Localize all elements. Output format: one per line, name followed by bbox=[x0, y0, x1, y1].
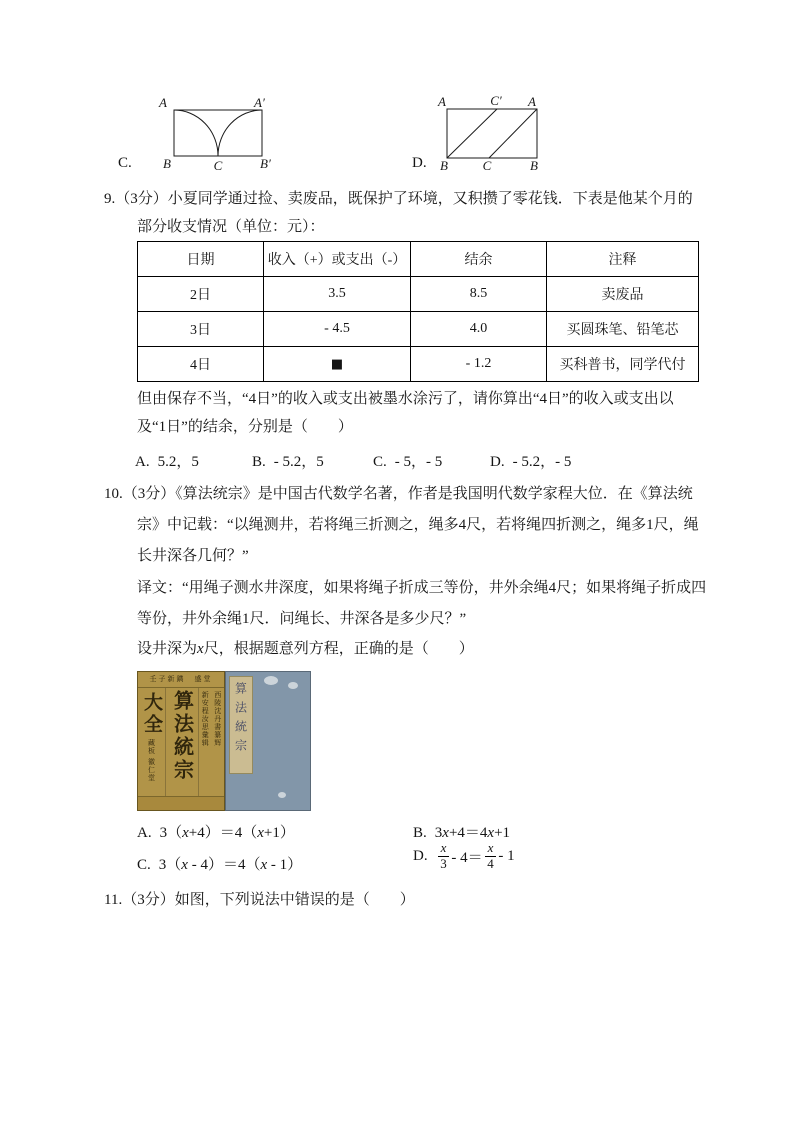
equation-segment: +1） bbox=[263, 825, 295, 841]
q9-option-b-text: - 5.2，5 bbox=[273, 454, 324, 470]
variable-x: x bbox=[181, 857, 188, 873]
cover-credit-1: 新安程汝思彙辑 bbox=[201, 691, 210, 747]
cover-title-column bbox=[166, 688, 199, 796]
vertex-label-c: C bbox=[213, 158, 223, 173]
variable-x: x bbox=[260, 857, 268, 873]
cover-title-text: 算法統宗 bbox=[170, 690, 193, 782]
cover-left-column bbox=[138, 688, 166, 796]
cover-cangban-text: 藏板 bbox=[147, 739, 156, 755]
cover-top-band: 壬子新鐫 盛堂 bbox=[138, 672, 224, 688]
q10-option-b bbox=[413, 821, 510, 842]
cover-wear-spot bbox=[288, 682, 298, 689]
equation-segment: +1 bbox=[494, 825, 511, 841]
fraction-x-over-3 bbox=[438, 841, 450, 872]
variable-x: x bbox=[487, 825, 495, 841]
cover-bottom-band bbox=[138, 796, 224, 811]
q9-option-d-text: - 5.2，- 5 bbox=[512, 454, 572, 470]
fraction-numerator: x bbox=[485, 841, 497, 857]
cell-balance: 8.5 bbox=[411, 277, 547, 312]
fraction-x-over-4 bbox=[485, 841, 497, 872]
cover-title-label bbox=[229, 676, 253, 774]
variable-x: x bbox=[197, 641, 204, 657]
cover-daquan-text: 大全 bbox=[141, 692, 162, 736]
equation-segment: 3 bbox=[434, 825, 443, 841]
equation-segment: +4）＝4（ bbox=[188, 825, 258, 841]
cell-note: 买圆珠笔、铅笔芯 bbox=[547, 312, 699, 347]
question-10-line-2: 宗》中记载：“以绳测井，若将绳三折测之，绳多4尺，若将绳四折测之，绳多1尺，绳 bbox=[137, 517, 699, 533]
header-balance: 结余 bbox=[411, 242, 547, 277]
question-10-setup-line bbox=[137, 640, 474, 658]
vertex-label-a: A bbox=[159, 95, 167, 110]
option-c-letter: C. bbox=[118, 155, 132, 171]
question-10-translation-1: 译文：“用绳子测水井深度，如果将绳子折成三等份，井外余绳4尺；如果将绳子折成四 bbox=[137, 580, 707, 596]
book-cover-left bbox=[137, 671, 225, 811]
q9-option-a bbox=[135, 450, 199, 471]
q9-option-c-text: - 5，- 5 bbox=[394, 454, 443, 470]
table-row bbox=[138, 277, 699, 312]
arc-left bbox=[174, 110, 218, 156]
question-9-line-2: 部分收支情况（单位：元）： bbox=[137, 219, 325, 235]
option-d-letter: D. bbox=[412, 155, 427, 171]
cover-credits-column bbox=[199, 688, 224, 796]
q9-option-a-letter: A. bbox=[135, 454, 150, 470]
header-note: 注释 bbox=[547, 242, 699, 277]
setup-pre: 设井深为 bbox=[137, 641, 198, 657]
rectangle-outline bbox=[447, 109, 537, 158]
income-expense-table bbox=[137, 241, 699, 382]
table-row bbox=[138, 347, 699, 382]
variable-x: x bbox=[257, 825, 264, 841]
q10-option-d bbox=[413, 841, 515, 872]
cell-date: 2日 bbox=[138, 277, 264, 312]
variable-x: x bbox=[182, 825, 189, 841]
equation-segment: +4＝4 bbox=[448, 825, 488, 841]
vertex-label-b: B bbox=[163, 156, 171, 171]
cell-date: 4日 bbox=[138, 347, 264, 382]
question-9-line-1: 9.（3分）小夏同学通过捡、卖废品，既保护了环境，又积攒了零花钱．下表是他某个月的 bbox=[104, 191, 693, 207]
equation-segment: 3（ bbox=[159, 825, 183, 841]
vertex-label-a-prime: A′ bbox=[254, 95, 265, 110]
question-10-translation-2: 等份，井外余绳1尺．问绳长、井深各是多少尺？” bbox=[137, 611, 467, 627]
header-date: 日期 bbox=[138, 242, 264, 277]
cover-huirentang-text: 徽仁堂 bbox=[147, 758, 156, 782]
book-cover-right bbox=[225, 671, 311, 811]
q10-option-a-letter: A. bbox=[137, 825, 152, 841]
vertex-label-b-right: B bbox=[530, 158, 538, 173]
cell-date: 3日 bbox=[138, 312, 264, 347]
question-10-line-3: 长井深各几何？” bbox=[137, 548, 249, 564]
cover-credit-2: 西陵沈丹書纂辉 bbox=[213, 691, 222, 747]
question-10-line-1: 10.（3分）《算法统宗》是中国古代数学名著，作者是我国明代数学家程大位．在《算法统 bbox=[104, 486, 693, 502]
q10-option-b-letter: B. bbox=[413, 825, 427, 841]
cell-balance: - 1.2 bbox=[411, 347, 547, 382]
question-9-line-3: 但由保存不当，“4日”的收入或支出被墨水涂污了，请你算出“4日”的收入或支出以 bbox=[137, 391, 674, 407]
vertex-label-c: C bbox=[482, 158, 492, 173]
q9-option-b-letter: B. bbox=[252, 454, 266, 470]
cell-note: 卖废品 bbox=[547, 277, 699, 312]
cell-balance: 4.0 bbox=[411, 312, 547, 347]
q10-option-c-letter: C. bbox=[137, 857, 151, 873]
diagonal-line-right bbox=[489, 109, 537, 158]
q10-option-d-letter: D. bbox=[413, 847, 428, 864]
cover-wear-spot bbox=[264, 676, 278, 685]
fraction-denominator: 3 bbox=[440, 855, 447, 871]
equation-segment: - 1） bbox=[267, 857, 303, 873]
vertex-label-b-left: B bbox=[440, 158, 448, 173]
variable-x: x bbox=[442, 825, 449, 841]
fraction-denominator: 4 bbox=[487, 855, 494, 871]
q9-option-d bbox=[490, 450, 571, 471]
fraction-numerator: x bbox=[438, 841, 450, 857]
q9-option-c bbox=[373, 450, 442, 471]
equation-segment: 3（ bbox=[158, 857, 182, 873]
vertex-label-c-prime: C′ bbox=[490, 93, 502, 108]
q9-option-c-letter: C. bbox=[373, 454, 387, 470]
arc-right bbox=[218, 110, 262, 156]
cover-label-text: 算法統宗 bbox=[233, 682, 248, 758]
header-income-expense: 收入（+）或支出（-） bbox=[264, 242, 411, 277]
equation-segment: - 1 bbox=[498, 847, 515, 864]
diagonal-line-left bbox=[447, 109, 497, 158]
cover-wear-spot bbox=[278, 792, 286, 798]
cover-main-area bbox=[138, 688, 224, 796]
table-row bbox=[138, 312, 699, 347]
q9-option-d-letter: D. bbox=[490, 454, 505, 470]
q9-option-b bbox=[252, 450, 324, 471]
equation-segment: - 4＝ bbox=[451, 849, 483, 866]
vertex-label-a-right: A bbox=[528, 94, 536, 109]
q9-option-a-text: 5.2，5 bbox=[157, 454, 199, 470]
setup-post: 尺，根据题意列方程，正确的是（ ） bbox=[203, 641, 474, 657]
vertex-label-a-left: A bbox=[438, 94, 446, 109]
cell-amount: 3.5 bbox=[264, 277, 411, 312]
equation-segment: - 4）＝4（ bbox=[187, 857, 261, 873]
table-header-row bbox=[138, 242, 699, 277]
cell-amount: - 4.5 bbox=[264, 312, 411, 347]
question-11-line-1: 11.（3分）如图，下列说法中错误的是（ ） bbox=[104, 892, 415, 908]
question-9-line-4: 及“1日”的结余，分别是（ ） bbox=[137, 419, 353, 435]
figure-c-diagram bbox=[112, 86, 282, 178]
figure-d-diagram bbox=[408, 86, 588, 178]
cell-note: 买科普书，同学代付 bbox=[547, 347, 699, 382]
suanfa-tongzong-book-photo bbox=[137, 671, 311, 811]
q10-option-a bbox=[137, 821, 295, 842]
vertex-label-b-prime: B′ bbox=[260, 156, 271, 171]
q10-option-c bbox=[137, 853, 302, 874]
cell-amount-inked-square: ■ bbox=[264, 347, 411, 382]
